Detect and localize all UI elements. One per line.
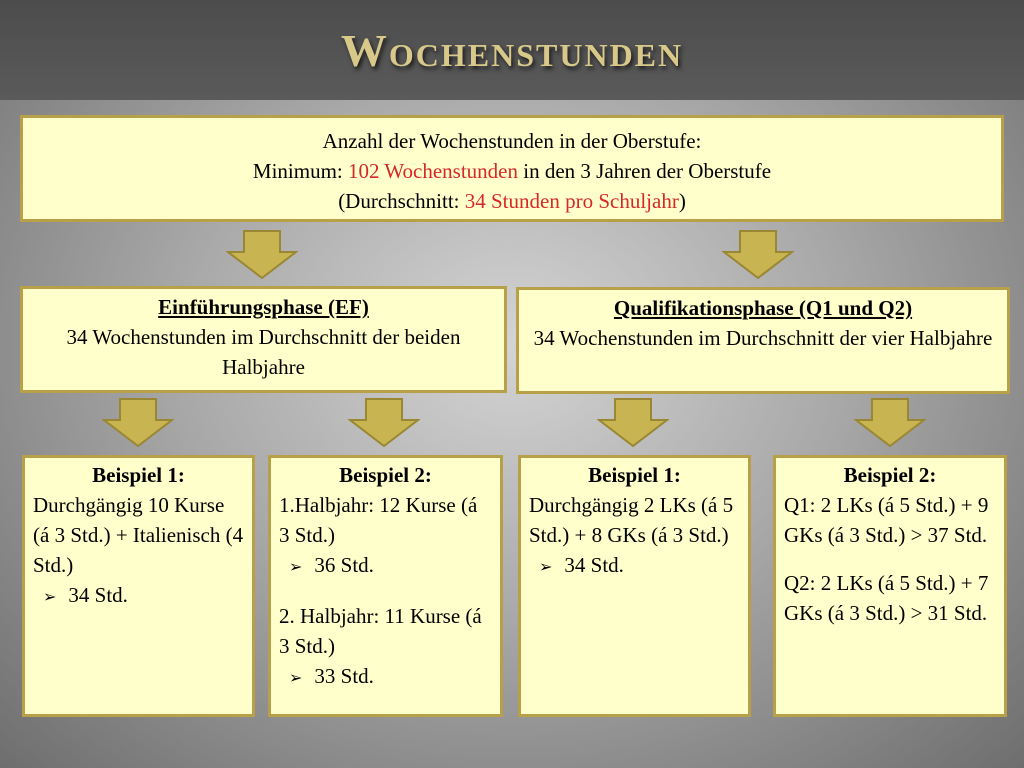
qp-text: 34 Wochenstunden im Durchschnitt der vier Halbjahre (533, 326, 993, 350)
example-text: 2. Halbjahr: 11 Kurse (á 3 Std.) (279, 604, 482, 658)
example-heading: Beispiel 1: (92, 463, 185, 487)
example-bullet: ➢ 33 Std. (289, 664, 374, 688)
example-text: Durchgängig 2 LKs (á 5 Std.) + 8 GKs (á 3 Std.) (529, 493, 734, 547)
ef-example-1 (22, 455, 255, 717)
example-heading: Beispiel 2: (843, 463, 937, 487)
ef-text: 34 Wochenstunden im Durchschnitt der beiden Halbjahre (66, 325, 461, 379)
example-text: Durchgängig 10 Kurse (á 3 Std.) + Italienisch (4 Std.) (33, 493, 244, 577)
qp-box (516, 287, 1010, 394)
arrowhead-bullet-icon: ➢ (43, 589, 57, 606)
arrowhead-bullet-icon: ➢ (539, 559, 553, 576)
down-arrow-icon (854, 398, 926, 448)
example-heading: Beispiel 1: (588, 463, 681, 487)
arrowhead-bullet-icon: ➢ (289, 559, 303, 576)
down-arrow-icon (226, 230, 298, 280)
down-arrow-icon (722, 230, 794, 280)
example-heading: Beispiel 2: (339, 463, 432, 487)
example-text: Q1: 2 LKs (á 5 Std.) + 9 GKs (á 3 Std.) > 37 Std. (784, 493, 989, 547)
example-text: Q2: 2 LKs (á 5 Std.) + 7 GKs (á 3 Std.) > 31 Std. (784, 571, 989, 625)
ef-box (20, 286, 507, 393)
summary-box (20, 115, 1004, 222)
slide-title: Wochenstunden (340, 25, 684, 76)
qp-example-1 (518, 455, 751, 717)
down-arrow-icon (102, 398, 174, 448)
example-bullet: ➢ 34 Std. (539, 553, 624, 577)
qp-heading: Qualifikationsphase (Q1 und Q2) (613, 296, 913, 320)
summary-line-1: Anzahl der Wochenstunden in der Oberstufe: (322, 129, 702, 153)
arrowhead-bullet-icon: ➢ (289, 670, 303, 687)
summary-line-2: Minimum: 102 Wochenstunden in den 3 Jahren der Oberstufe (252, 159, 772, 183)
example-bullet: ➢ 36 Std. (289, 553, 374, 577)
qp-example-2 (773, 455, 1007, 717)
summary-line-3: (Durchschnitt: 34 Stunden pro Schuljahr) (338, 189, 686, 213)
ef-example-2 (268, 455, 503, 717)
down-arrow-icon (348, 398, 420, 448)
ef-heading: Einführungsphase (EF) (158, 295, 369, 319)
example-text: 1.Halbjahr: 12 Kurse (á 3 Std.) (279, 493, 478, 547)
example-bullet: ➢ 34 Std. (43, 583, 128, 607)
down-arrow-icon (597, 398, 669, 448)
